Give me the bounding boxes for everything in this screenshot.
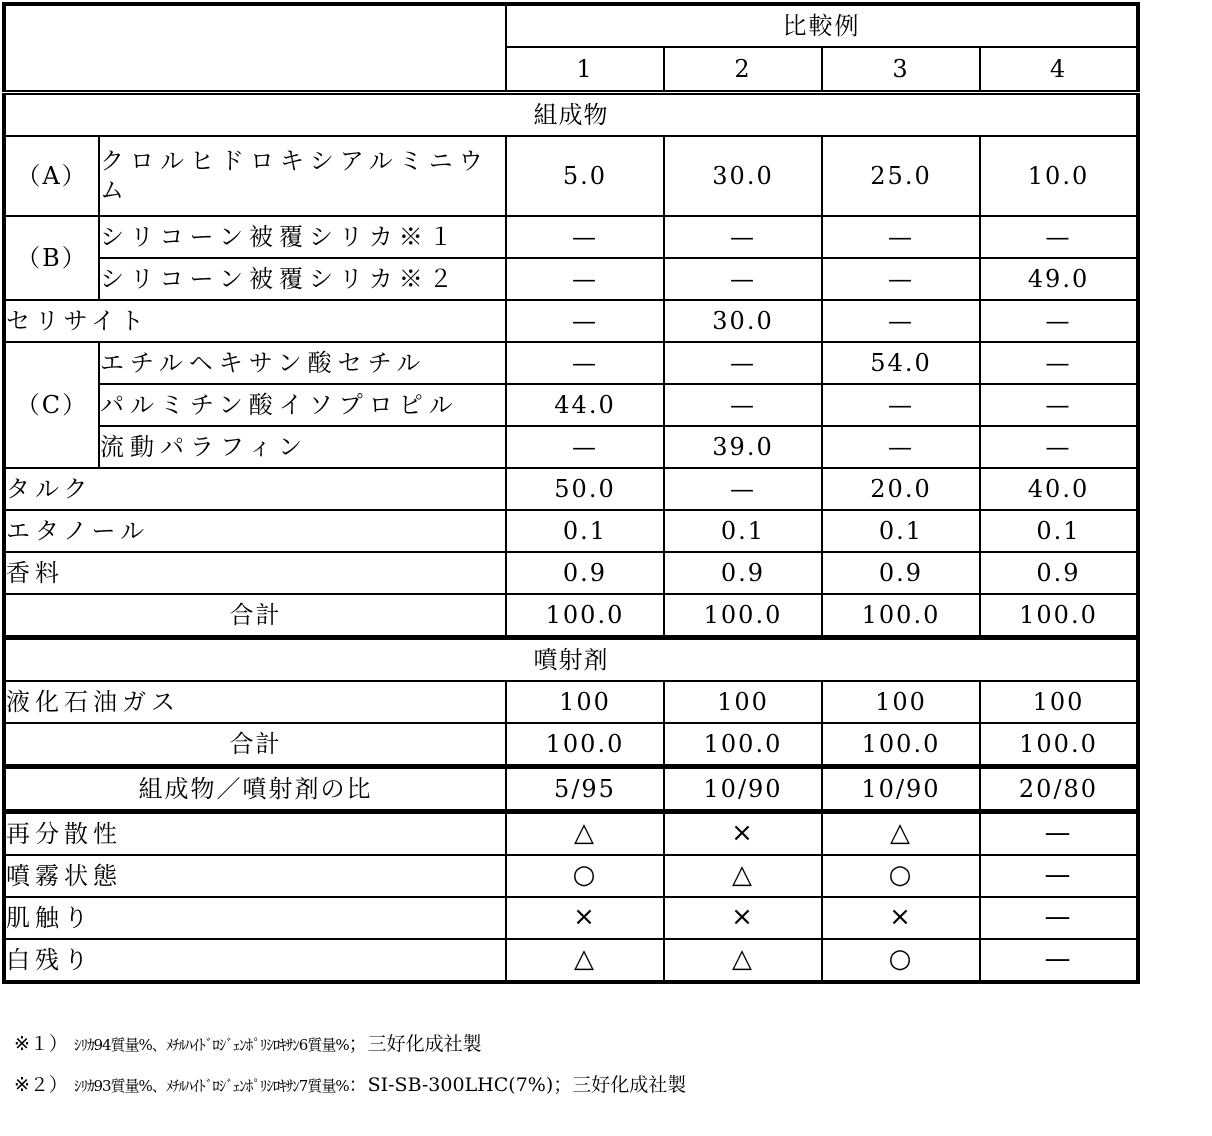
value-cell: 100 — [664, 681, 822, 723]
table-row-lpg — [4, 681, 1138, 723]
column-header-2: 2 — [664, 47, 822, 93]
value-cell: 0.1 — [980, 510, 1138, 552]
footnote-text: ｼﾘｶ93質量%、ﾒﾁﾙﾊｲﾄﾞﾛｼﾞｪﾝﾎﾟﾘｼﾛｷｻﾝ7質量% — [73, 1077, 349, 1095]
rating-cell: × — [664, 812, 822, 856]
ingredient-name: セリサイト — [4, 300, 506, 342]
value-cell: — — [822, 300, 980, 342]
rating-cell: × — [822, 897, 980, 939]
ingredient-name: エチルヘキサン酸セチル — [99, 342, 506, 384]
table-row-ethanol — [4, 510, 1138, 552]
rating-cell: — — [980, 897, 1138, 939]
table-row-fragrance — [4, 552, 1138, 594]
footnote-mark: ※２） — [14, 1074, 68, 1096]
ingredient-name: 流動パラフィン — [99, 426, 506, 468]
value-cell: 0.9 — [980, 552, 1138, 594]
total-label: 合計 — [4, 594, 506, 638]
value-cell: 100.0 — [506, 723, 664, 767]
value-cell: — — [980, 216, 1138, 258]
table-row-c3 — [4, 426, 1138, 468]
footnote-2 — [14, 1065, 686, 1106]
table-row-c2 — [4, 384, 1138, 426]
column-header-4: 4 — [980, 47, 1138, 93]
value-cell: 50.0 — [506, 468, 664, 510]
rating-cell: ○ — [822, 939, 980, 982]
value-cell: — — [980, 384, 1138, 426]
rating-cell: × — [506, 897, 664, 939]
value-cell: 0.1 — [822, 510, 980, 552]
value-cell: 25.0 — [822, 136, 980, 216]
rating-cell: ○ — [506, 855, 664, 897]
value-cell: — — [506, 426, 664, 468]
rating-cell: △ — [506, 812, 664, 856]
rating-cell: △ — [664, 939, 822, 982]
table-row-white-residue — [4, 939, 1138, 982]
table-row-sericite — [4, 300, 1138, 342]
value-cell: 100.0 — [506, 594, 664, 638]
ingredient-name: エタノール — [4, 510, 506, 552]
table-row-spray-state — [4, 855, 1138, 897]
value-cell: — — [506, 216, 664, 258]
footnote-source: ：SI-SB-300LHC(7%)；三好化成社製 — [348, 1074, 687, 1096]
table-row-b1 — [4, 216, 1138, 258]
value-cell: 5/95 — [506, 767, 664, 812]
table-row-composition-total — [4, 594, 1138, 638]
ingredient-name: 液化石油ガス — [4, 681, 506, 723]
value-cell: — — [822, 384, 980, 426]
value-cell: 0.1 — [664, 510, 822, 552]
rating-cell: × — [664, 897, 822, 939]
value-cell: 100.0 — [664, 594, 822, 638]
rating-cell: — — [980, 855, 1138, 897]
rating-cell: ○ — [822, 855, 980, 897]
group-c-label: （C） — [4, 342, 99, 468]
table-row-c1 — [4, 342, 1138, 384]
ingredient-name: クロルヒドロキシアルミニウム — [99, 136, 506, 216]
footnote-text: ｼﾘｶ94質量%、ﾒﾁﾙﾊｲﾄﾞﾛｼﾞｪﾝﾎﾟﾘｼﾛｷｻﾝ6質量% — [73, 1036, 349, 1054]
value-cell: 39.0 — [664, 426, 822, 468]
value-cell: 30.0 — [664, 136, 822, 216]
total-label: 合計 — [4, 723, 506, 767]
rating-cell: — — [980, 812, 1138, 856]
value-cell: — — [664, 468, 822, 510]
footnotes — [14, 1024, 686, 1106]
value-cell: — — [506, 258, 664, 300]
value-cell: 20/80 — [980, 767, 1138, 812]
value-cell: — — [980, 342, 1138, 384]
value-cell: — — [822, 216, 980, 258]
value-cell: 30.0 — [664, 300, 822, 342]
ingredient-name: 香料 — [4, 552, 506, 594]
value-cell: — — [506, 342, 664, 384]
value-cell: 44.0 — [506, 384, 664, 426]
ingredient-name: シリコーン被覆シリカ※１ — [99, 216, 506, 258]
value-cell: 100.0 — [664, 723, 822, 767]
value-cell: 0.9 — [822, 552, 980, 594]
rating-cell: △ — [822, 812, 980, 856]
value-cell: — — [664, 384, 822, 426]
value-cell: 49.0 — [980, 258, 1138, 300]
value-cell: 0.1 — [506, 510, 664, 552]
rating-cell: △ — [664, 855, 822, 897]
value-cell: — — [506, 300, 664, 342]
table-row-b2 — [4, 258, 1138, 300]
value-cell: 100.0 — [822, 594, 980, 638]
column-header-3: 3 — [822, 47, 980, 93]
value-cell: — — [822, 426, 980, 468]
column-header-1: 1 — [506, 47, 664, 93]
value-cell: — — [822, 258, 980, 300]
value-cell: — — [664, 216, 822, 258]
value-cell: — — [980, 300, 1138, 342]
ratio-label: 組成物／噴射剤の比 — [4, 767, 506, 812]
value-cell: 100 — [822, 681, 980, 723]
value-cell: 10/90 — [664, 767, 822, 812]
evaluation-label: 再分散性 — [4, 812, 506, 856]
value-cell: 20.0 — [822, 468, 980, 510]
value-cell: 100 — [980, 681, 1138, 723]
value-cell: 100.0 — [980, 594, 1138, 638]
evaluation-label: 肌触り — [4, 897, 506, 939]
value-cell: 40.0 — [980, 468, 1138, 510]
header-empty-cell — [4, 4, 506, 93]
value-cell: 100.0 — [980, 723, 1138, 767]
section-composition: 組成物 — [4, 93, 1138, 137]
evaluation-label: 白残り — [4, 939, 506, 982]
footnote-source: ；三好化成社製 — [348, 1033, 482, 1055]
value-cell: 10.0 — [980, 136, 1138, 216]
value-cell: 54.0 — [822, 342, 980, 384]
section-row-propellant — [4, 638, 1138, 682]
table-row-a — [4, 136, 1138, 216]
comparative-examples-table — [2, 2, 1140, 984]
rating-cell: — — [980, 939, 1138, 982]
footnote-1 — [14, 1024, 686, 1065]
section-row-composition — [4, 93, 1138, 137]
table-row-skin-feel — [4, 897, 1138, 939]
value-cell: 0.9 — [506, 552, 664, 594]
value-cell: — — [980, 426, 1138, 468]
value-cell: 100.0 — [822, 723, 980, 767]
evaluation-label: 噴霧状態 — [4, 855, 506, 897]
table-row-talc — [4, 468, 1138, 510]
table-row-ratio — [4, 767, 1138, 812]
value-cell: — — [664, 342, 822, 384]
value-cell: 0.9 — [664, 552, 822, 594]
header-comparative-example: 比較例 — [506, 4, 1138, 47]
table-row-redispersibility — [4, 812, 1138, 856]
ingredient-name: タルク — [4, 468, 506, 510]
ingredient-name: パルミチン酸イソプロピル — [99, 384, 506, 426]
table-row-propellant-total — [4, 723, 1138, 767]
value-cell: 10/90 — [822, 767, 980, 812]
footnote-mark: ※１） — [14, 1033, 68, 1055]
value-cell: — — [664, 258, 822, 300]
value-cell: 5.0 — [506, 136, 664, 216]
ingredient-name: シリコーン被覆シリカ※２ — [99, 258, 506, 300]
rating-cell: △ — [506, 939, 664, 982]
group-a-label: （A） — [4, 136, 99, 216]
value-cell: 100 — [506, 681, 664, 723]
header-row-group — [4, 4, 1138, 47]
group-b-label: （B） — [4, 216, 99, 300]
section-propellant: 噴射剤 — [4, 638, 1138, 682]
